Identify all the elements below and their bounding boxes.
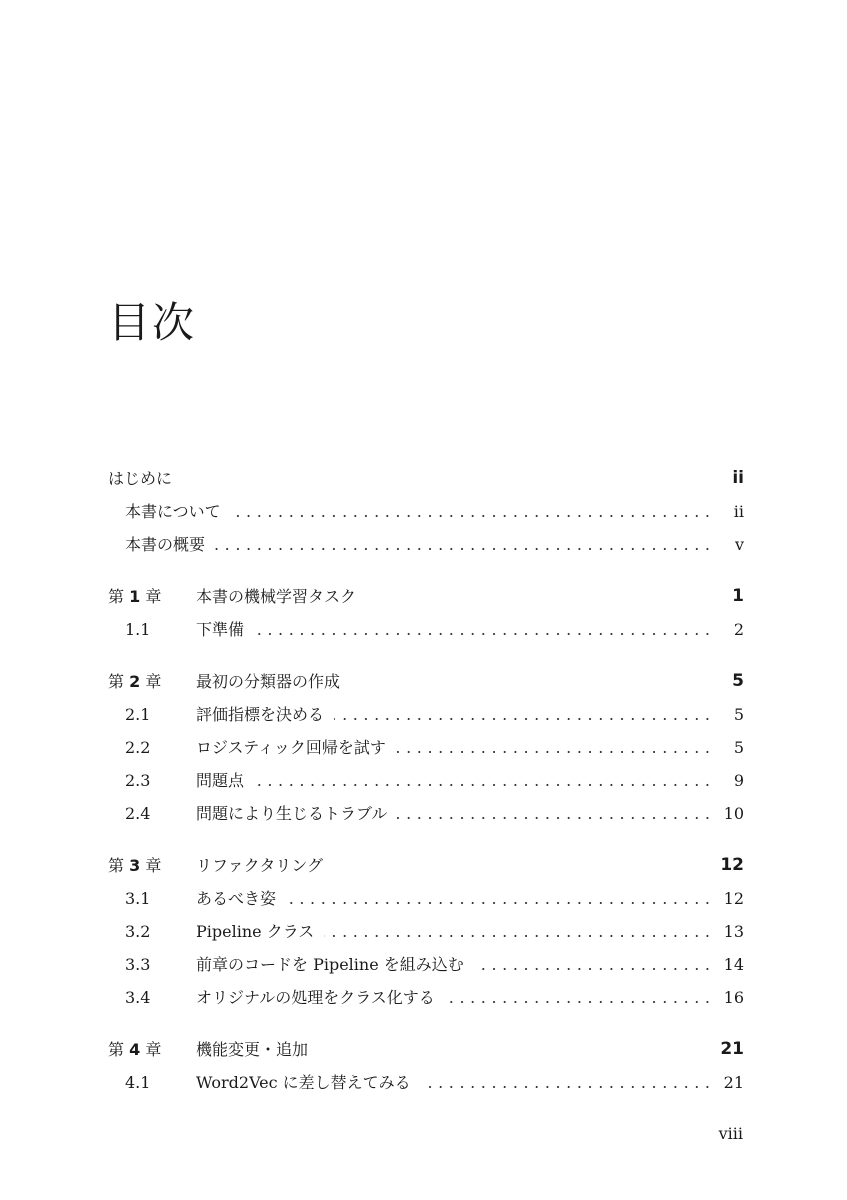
toc-section[interactable]: [108, 731, 744, 764]
toc-section[interactable]: [108, 981, 744, 1014]
toc-section[interactable]: [108, 613, 744, 646]
toc-page-number: 21: [720, 1039, 744, 1059]
dot-leader: [474, 948, 710, 981]
toc-section[interactable]: [108, 1066, 744, 1099]
dot-leader: [445, 981, 710, 1014]
section-number: 2.3: [125, 771, 151, 790]
toc-page-number: 12: [720, 855, 744, 875]
toc-chapter-heading[interactable]: [108, 1033, 744, 1066]
toc-page-number: 9: [733, 771, 744, 790]
toc-entry-label: 本書の概要: [125, 535, 206, 554]
section-number: 2.2: [125, 738, 151, 757]
section-label: ロジスティック回帰を試す: [196, 738, 386, 757]
dot-leader: [396, 731, 710, 764]
chapter-number: 第 3 章: [108, 856, 162, 875]
section-number: 3.1: [125, 889, 151, 908]
toc-chapter-heading[interactable]: [108, 580, 744, 613]
toc-entry[interactable]: [108, 528, 744, 561]
toc-page-number: 10: [723, 804, 744, 823]
dot-leader: [334, 698, 710, 731]
toc-chapter-heading[interactable]: [108, 665, 744, 698]
section-label: オリジナルの処理をクラス化する: [196, 988, 435, 1007]
section-label: あるべき姿: [196, 889, 277, 908]
dot-leader: [286, 882, 710, 915]
toc-section[interactable]: [108, 882, 744, 915]
toc-section[interactable]: [108, 797, 744, 830]
chapter-number: 第 2 章: [108, 672, 162, 691]
toc-section[interactable]: [108, 915, 744, 948]
chapter-number: 第 1 章: [108, 587, 162, 606]
dot-leader: [421, 1066, 710, 1099]
dot-leader: [254, 613, 710, 646]
toc-heading-label: はじめに: [108, 469, 173, 488]
section-number: 3.2: [125, 922, 151, 941]
section-label: 問題点: [196, 771, 245, 790]
dot-leader: [231, 495, 710, 528]
toc-page-number: 1: [732, 586, 744, 606]
dot-leader: [254, 764, 710, 797]
toc-page-number: 5: [733, 738, 744, 757]
chapter-number: 第 4 章: [108, 1040, 162, 1059]
footer-page-number: viii: [718, 1124, 743, 1143]
toc-page-number: v: [734, 535, 744, 554]
table-of-contents: [108, 462, 744, 1099]
toc-section[interactable]: [108, 764, 744, 797]
section-number: 4.1: [125, 1073, 151, 1092]
toc-page-number: ii: [732, 468, 744, 488]
section-label: Word2Vec に差し替えてみる: [196, 1073, 411, 1092]
dot-leader: [397, 797, 710, 830]
toc-page-number: 5: [733, 705, 744, 724]
section-label: 評価指標を決める: [196, 705, 325, 724]
toc-page-number: ii: [733, 502, 744, 521]
chapter-title: 最初の分類器の作成: [196, 672, 341, 691]
section-label: 前章のコードを Pipeline を組み込む: [196, 955, 464, 974]
toc-preface-heading[interactable]: [108, 462, 744, 495]
toc-page-number: 21: [723, 1073, 744, 1092]
section-number: 3.3: [125, 955, 151, 974]
toc-page-number: 16: [723, 988, 744, 1007]
dot-leader: [324, 915, 710, 948]
toc-section[interactable]: [108, 948, 744, 981]
section-number: 3.4: [125, 988, 151, 1007]
section-label: 問題により生じるトラブル: [196, 804, 388, 823]
toc-page-number: 14: [723, 955, 744, 974]
toc-page-number: 2: [733, 620, 744, 639]
section-number: 2.1: [125, 705, 151, 724]
toc-chapter-heading[interactable]: [108, 849, 744, 882]
toc-page-number: 13: [723, 922, 744, 941]
toc-page-number: 5: [732, 671, 744, 691]
chapter-title: リファクタリング: [196, 856, 324, 875]
toc-entry-label: 本書について: [125, 502, 221, 521]
toc-entry[interactable]: [108, 495, 744, 528]
section-number: 1.1: [125, 620, 151, 639]
dot-leader: [215, 528, 710, 561]
toc-page-number: 12: [723, 889, 744, 908]
page-title: 目次: [108, 298, 197, 347]
section-number: 2.4: [125, 804, 151, 823]
chapter-title: 本書の機械学習タスク: [196, 587, 357, 606]
chapter-title: 機能変更・追加: [196, 1040, 309, 1059]
section-label: Pipeline クラス: [196, 922, 315, 941]
toc-section[interactable]: [108, 698, 744, 731]
section-label: 下準備: [196, 620, 245, 639]
